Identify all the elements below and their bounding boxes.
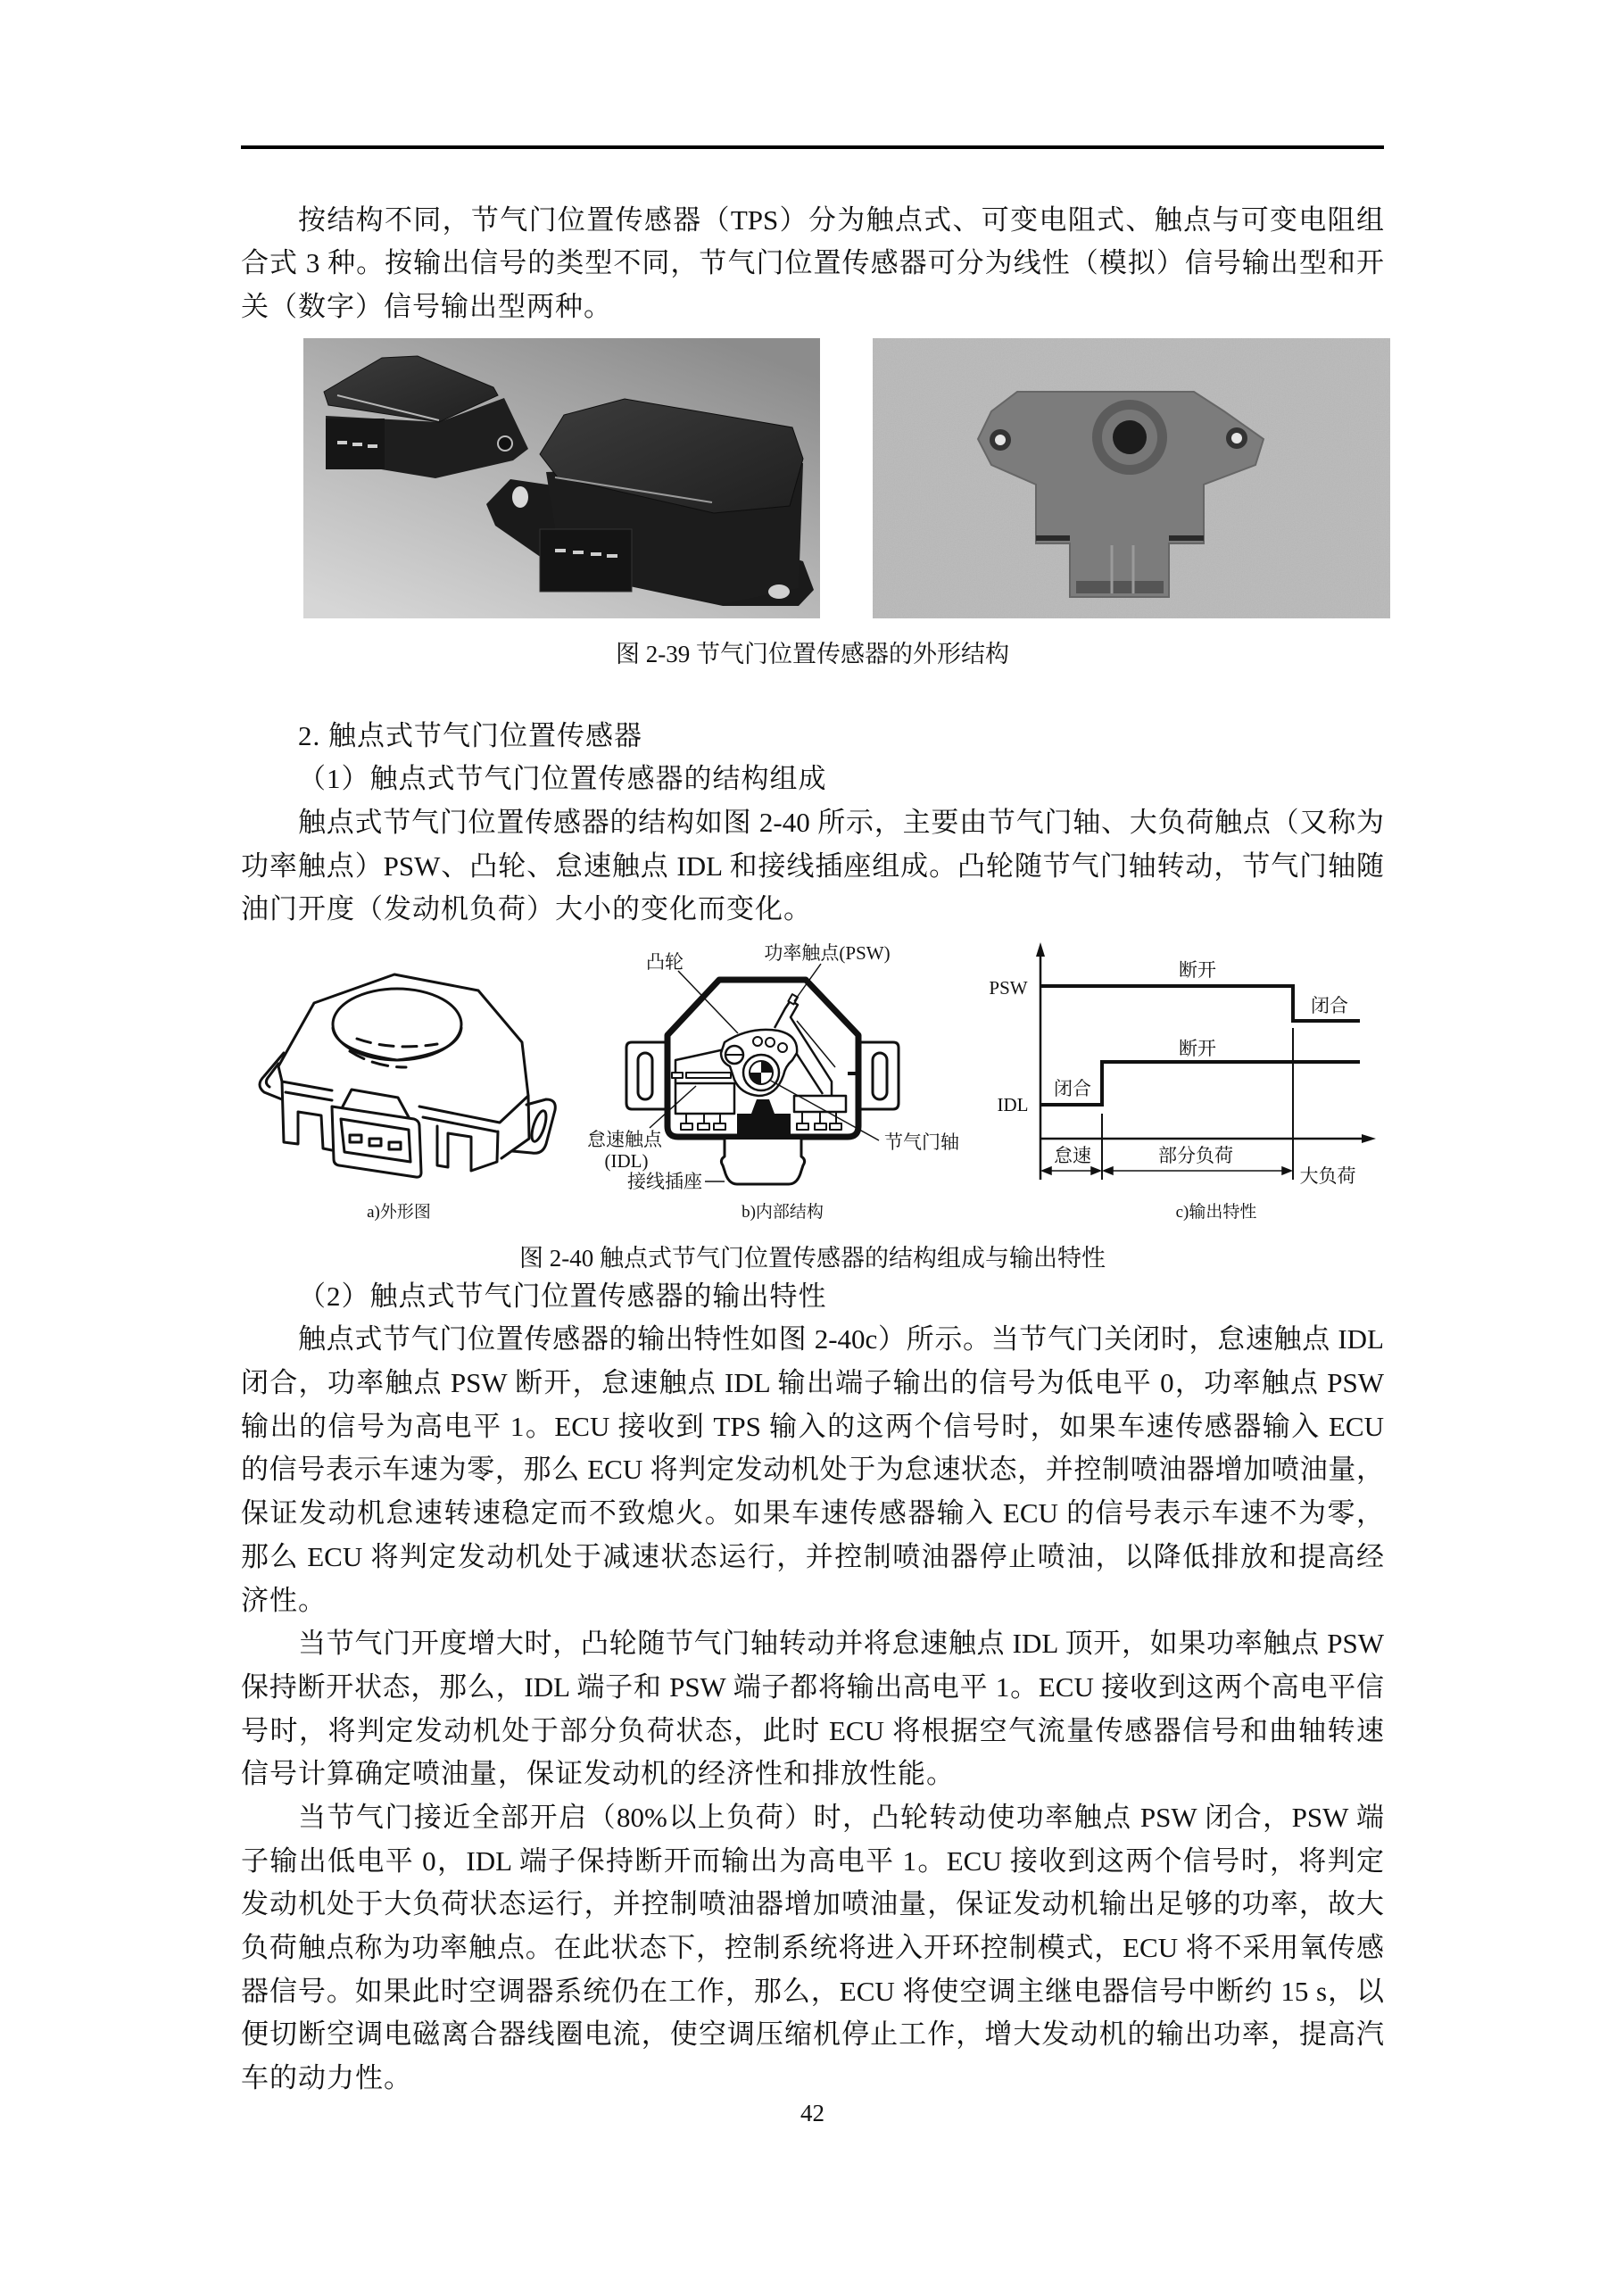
- text-line: 器信号。如果此时空调器系统仍在工作，那么，ECU 将使空调主继电器信号中断约 15 s，以: [241, 1975, 1384, 2007]
- label-connector: 接线插座: [627, 1171, 702, 1192]
- text-line: 输出的信号为高电平 1。ECU 接收到 TPS 输入的这两个信号时，如果车速传感器输入 ECU: [241, 1410, 1384, 1442]
- label-idle-contact-abbr: (IDL): [604, 1150, 649, 1172]
- text-line: 保证发动机怠速转速稳定而不致熄火。如果车速传感器输入 ECU 的信号表示车速不为零，: [241, 1497, 1384, 1529]
- text-line: 功率触点）PSW、凸轮、怠速触点 IDL 和接线插座组成。凸轮随节气门轴转动，节气门轴随: [241, 850, 1384, 882]
- text-line: 车的动力性。: [241, 2062, 412, 2094]
- sensor-exterior-drawing: [260, 974, 555, 1177]
- text-line: 触点式节气门位置传感器的结构如图 2-40 所示，主要由节气门轴、大负荷触点（又称为: [298, 806, 1384, 838]
- section-2: [241, 715, 1384, 932]
- intro-paragraph: [241, 199, 1384, 329]
- sensor-internal-drawing: [626, 964, 899, 1184]
- text-line: 便切断空调电磁离合器线圈电流，使空调压缩机停止工作，增大发动机的输出功率，提高汽: [241, 2018, 1384, 2051]
- region-dimension-arrows: [1042, 1167, 1291, 1174]
- text-line: 合式 3 种。按输出信号的类型不同，节气门位置传感器可分为线性（模拟）信号输出型和开: [241, 247, 1384, 279]
- text-line: 发动机处于大负荷状态运行，并控制喷油器增加喷油量，保证发动机输出足够的功率，故大: [241, 1888, 1384, 1920]
- tps-photo-single-sensor: [873, 338, 1390, 618]
- label-idl-open: 断开: [1179, 1038, 1216, 1059]
- subcaption-b: b)内部结构: [742, 1203, 824, 1222]
- text-line: 当节气门接近全部开启（80%以上负荷）时，凸轮转动使功率触点 PSW 闭合，PSW 端: [298, 1801, 1384, 1833]
- text-line: 油门开度（发动机负荷）大小的变化而变化。: [241, 893, 812, 925]
- text-line: 触点式节气门位置传感器的输出特性如图 2-40c）所示。当节气门关闭时，怠速触点 IDL: [298, 1323, 1384, 1355]
- text-line: 号时，将判定发动机处于部分负荷状态，此时 ECU 将根据空气流量传感器信号和曲轴转速: [241, 1714, 1384, 1746]
- text-line: 济性。: [241, 1584, 327, 1616]
- figure-2-39-caption: 图 2-39 节气门位置传感器的外形结构: [616, 641, 1009, 667]
- text-line: 保持断开状态，那么，IDL 端子和 PSW 端子都将输出高电平 1。ECU 接收到这两个高电平信: [241, 1670, 1384, 1703]
- text-line: 信号计算确定喷油量，保证发动机的经济性和排放性能。: [241, 1758, 955, 1790]
- section-2-part-2: [241, 1275, 1384, 2101]
- label-psw-open: 断开: [1179, 959, 1216, 981]
- figure-2-40: [241, 937, 1401, 1231]
- label-throttle-shaft: 节气门轴: [884, 1131, 959, 1153]
- text-line: 闭合，功率触点 PSW 断开，怠速触点 IDL 输出端子输出的信号为低电平 0，功率触点 PSW: [241, 1367, 1384, 1399]
- header-rule: [241, 145, 1384, 149]
- text-line: 关（数字）信号输出型两种。: [241, 290, 612, 322]
- text-line: 子输出低电平 0，IDL 端子保持断开而输出为高电平 1。ECU 接收到这两个信号时，将判定: [241, 1844, 1384, 1877]
- label-idl-axis: IDL: [997, 1094, 1029, 1115]
- label-power-contact: 功率触点(PSW): [764, 942, 891, 964]
- text-line: 的信号表示车速为零，那么 ECU 将判定发动机处于为怠速状态，并控制喷油器增加喷油量，: [241, 1454, 1384, 1486]
- text-line: 负荷触点称为功率触点。在此状态下，控制系统将进入开环控制模式，ECU 将不采用氧传感: [241, 1932, 1384, 1963]
- subsection-heading: （1）触点式节气门位置传感器的结构组成: [298, 763, 827, 795]
- label-region-full-load: 大负荷: [1299, 1165, 1356, 1187]
- text-line: 按结构不同，节气门位置传感器（TPS）分为触点式、可变电阻式、触点与可变电阻组: [298, 203, 1384, 236]
- label-idle-contact: 怠速触点: [587, 1129, 662, 1150]
- section-heading: 2. 触点式节气门位置传感器: [298, 719, 642, 751]
- tps-photo-two-sensors: [303, 338, 820, 618]
- label-region-idle: 怠速: [1054, 1145, 1091, 1166]
- page-number: 42: [800, 2100, 824, 2126]
- subsection-heading: （2）触点式节气门位置传感器的输出特性: [298, 1280, 827, 1312]
- label-psw-axis: PSW: [989, 977, 1028, 999]
- label-cam: 凸轮: [646, 951, 684, 973]
- label-idl-closed: 闭合: [1054, 1078, 1091, 1099]
- label-region-partial-load: 部分负荷: [1158, 1145, 1233, 1166]
- text-line: 当节气门开度增大时，凸轮随节气门轴转动并将怠速触点 IDL 顶开，如果功率触点 PSW: [298, 1628, 1384, 1660]
- figure-2-40-caption: 图 2-40 触点式节气门位置传感器的结构组成与输出特性: [519, 1245, 1106, 1272]
- y-axis-arrow-icon: [1036, 942, 1045, 957]
- text-line: 那么 ECU 将判定发动机处于减速状态运行，并控制喷油器停止喷油，以降低排放和提高经: [241, 1540, 1384, 1572]
- x-axis-arrow-icon: [1362, 1134, 1376, 1143]
- subcaption-a: a)外形图: [367, 1203, 431, 1222]
- subcaption-c: c)输出特性: [1175, 1203, 1257, 1222]
- label-psw-closed: 闭合: [1311, 995, 1348, 1016]
